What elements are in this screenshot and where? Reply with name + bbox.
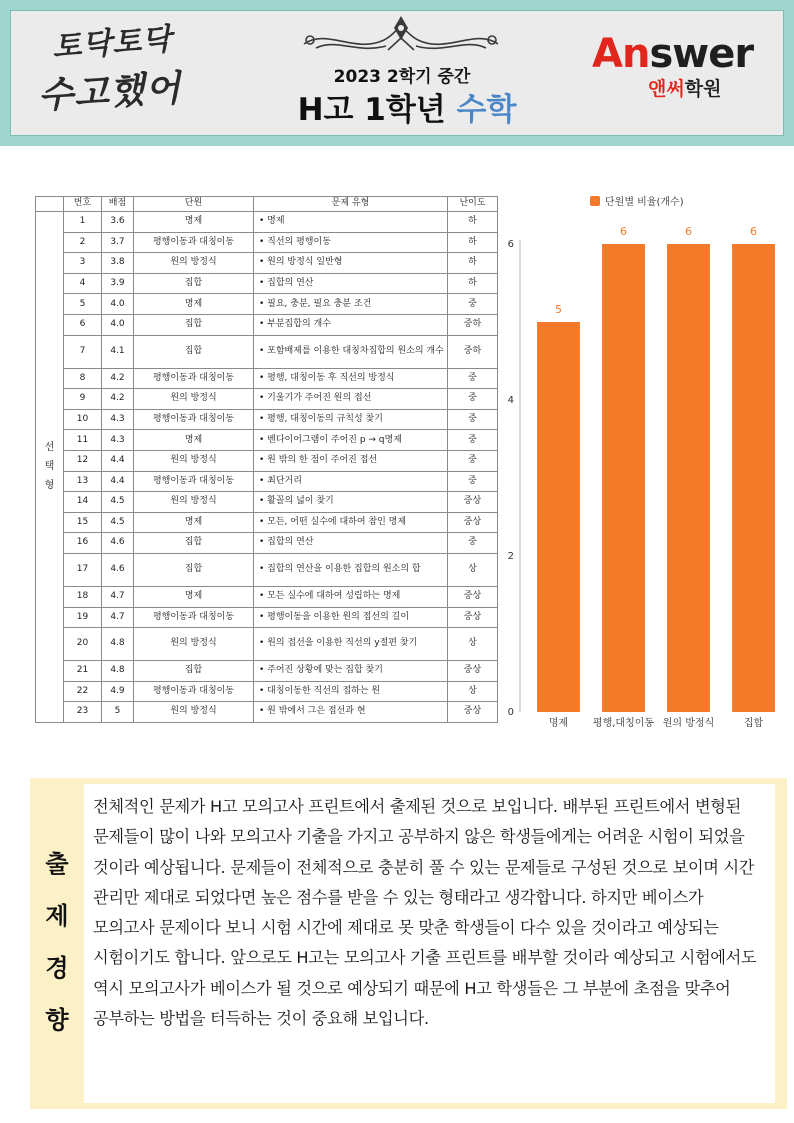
unit-cell: 집합: [134, 335, 254, 368]
answer-logo-black: swer: [649, 31, 754, 77]
exam-trend-label-char: 출: [45, 850, 69, 878]
score-cell: 4.4: [102, 471, 134, 492]
unit-cell: 평행이동과 대칭이동: [134, 368, 254, 389]
unit-cell: 평행이동과 대칭이동: [134, 232, 254, 253]
table-row: [36, 471, 498, 492]
x-tick-label: 원의 방정식: [662, 718, 715, 729]
score-cell: 4.3: [102, 430, 134, 451]
exam-trend-text-box: [84, 784, 775, 1103]
difficulty-cell: 하: [448, 232, 498, 253]
academy-logo: [648, 80, 721, 99]
difficulty-cell: 상: [448, 553, 498, 586]
table-row: [36, 702, 498, 723]
unit-cell: 명제: [134, 512, 254, 533]
question-type-cell: • 모든, 어떤 실수에 대하여 참인 명제: [254, 512, 448, 533]
exam-trend-label-char: 경: [45, 954, 69, 982]
difficulty-cell: 중상: [448, 492, 498, 513]
question-type-cell: • 평행, 대칭이동 후 직선의 방정식: [254, 368, 448, 389]
difficulty-cell: 중: [448, 389, 498, 410]
difficulty-cell: 중: [448, 533, 498, 554]
exam-title: [262, 84, 552, 129]
table-row: [36, 586, 498, 607]
difficulty-cell: 중: [448, 471, 498, 492]
difficulty-cell: 하: [448, 253, 498, 274]
difficulty-cell: 중상: [448, 586, 498, 607]
table-row: [36, 450, 498, 471]
question-type-cell: • 모든 실수에 대하여 성립하는 명제: [254, 586, 448, 607]
difficulty-cell: 중: [448, 368, 498, 389]
bar: [732, 244, 775, 712]
bar-value-label: 6: [750, 225, 757, 238]
unit-cell: 집합: [134, 661, 254, 682]
score-cell: 4.2: [102, 389, 134, 410]
unit-cell: 원의 방정식: [134, 702, 254, 723]
question-number-cell: 10: [64, 409, 102, 430]
difficulty-cell: 중상: [448, 702, 498, 723]
question-number-cell: 21: [64, 661, 102, 682]
unit-cell: 집합: [134, 273, 254, 294]
unit-cell: 원의 방정식: [134, 450, 254, 471]
table-row: [36, 628, 498, 661]
question-type-cell: • 명제: [254, 212, 448, 233]
unit-cell: 평행이동과 대칭이동: [134, 681, 254, 702]
score-cell: 4.4: [102, 450, 134, 471]
table-row: [36, 368, 498, 389]
exam-subtitle: 2023 2학기 중간: [333, 67, 471, 87]
exam-trend-text: 전체적인 문제가 H고 모의고사 프린트에서 출제된 것으로 보입니다. 배부된 프린트에서 변형된 문제들이 많이 나와 모의고사 기출을 가지고 공부하지 않은 학생들에게는 어려운 시험이 되었을 것이라 예상됩니다. 문제들이 전체적으로 충분히 풀 수 있는 문제들로 구성된 것으로 보이며 시간 관리만 제대로 되었다면 높은 점수를 받을 수 있는 형태라고 생각합니다. 하지만 베이스가 모의고사 문제이다 보니 시험 시간에 제대로 못 맞춘 학생들이 다수 있을 것이라고 예상되는 시험이기도 합니다. 앞으로도 H고는 모의고사 기출 프린트를 배부할 것이라 예상되고 시험에서도 역시 모의고사가 베이스가 될 것으로 예상되기 때문에 H고 학생들은 그 부분에 초점을 맞추어 공부하는 방법을 터득하는 것이 중요해 보입니다.: [93, 797, 757, 1029]
x-tick-label: 집합: [743, 718, 764, 729]
unit-cell: 명제: [134, 212, 254, 233]
difficulty-cell: 중: [448, 409, 498, 430]
table-row: [36, 253, 498, 274]
score-cell: 3.6: [102, 212, 134, 233]
question-number-cell: 11: [64, 430, 102, 451]
difficulty-cell: 중: [448, 450, 498, 471]
table-header-cell: 난이도: [448, 197, 498, 212]
score-cell: 4.3: [102, 409, 134, 430]
score-cell: 4.0: [102, 314, 134, 335]
legend-swatch: [590, 196, 600, 206]
question-type-cell: • 주어진 상황에 맞는 집합 찾기: [254, 661, 448, 682]
unit-cell: 명제: [134, 294, 254, 315]
difficulty-cell: 중: [448, 294, 498, 315]
question-type-cell: • 집합의 연산: [254, 273, 448, 294]
question-table: [35, 196, 498, 723]
unit-ratio-bar-chart: [500, 188, 790, 748]
table-row: [36, 430, 498, 451]
difficulty-cell: 상: [448, 681, 498, 702]
table-header-row: [36, 197, 498, 212]
score-cell: 4.5: [102, 492, 134, 513]
score-cell: 4.7: [102, 586, 134, 607]
score-cell: 4.2: [102, 368, 134, 389]
table-row: [36, 232, 498, 253]
table-row: [36, 661, 498, 682]
unit-cell: 집합: [134, 314, 254, 335]
question-type-cell: • 최단거리: [254, 471, 448, 492]
question-number-cell: 6: [64, 314, 102, 335]
question-type-cell: • 평행, 대칭이동의 규칙성 찾기: [254, 409, 448, 430]
y-tick-label: 0: [507, 707, 514, 718]
handwritten-cheer-line2: 수고했어: [37, 67, 183, 117]
table-row: [36, 512, 498, 533]
table-row: [36, 389, 498, 410]
question-type-cell: • 활꼴의 넓이 찾기: [254, 492, 448, 513]
x-tick-label: 명제: [548, 718, 569, 729]
exam-trend-section: [30, 778, 787, 1109]
legend-label: 단원별 비율(개수): [605, 197, 684, 208]
difficulty-cell: 중상: [448, 607, 498, 628]
score-cell: 5: [102, 702, 134, 723]
question-number-cell: 7: [64, 335, 102, 368]
table-row: [36, 409, 498, 430]
question-type-cell: • 원 밖에서 그은 접선과 현: [254, 702, 448, 723]
question-number-cell: 14: [64, 492, 102, 513]
bar: [602, 244, 645, 712]
score-cell: 3.8: [102, 253, 134, 274]
unit-cell: 원의 방정식: [134, 628, 254, 661]
question-number-cell: 9: [64, 389, 102, 410]
question-number-cell: 12: [64, 450, 102, 471]
question-type-cell: • 포함배제를 이용한 대칭차집합의 원소의 개수: [254, 335, 448, 368]
score-cell: 4.5: [102, 512, 134, 533]
category-cell: 선 택 형: [36, 212, 64, 723]
table-header-cell: 단원: [134, 197, 254, 212]
academy-logo-black: 학원: [684, 78, 722, 100]
exam-title-main: H고 1학년: [297, 92, 457, 128]
table-row: [36, 492, 498, 513]
x-tick-label: 평행,대칭이동: [592, 718, 655, 729]
unit-cell: 원의 방정식: [134, 253, 254, 274]
table-row: [36, 607, 498, 628]
ornament-icon: [296, 14, 506, 58]
difficulty-cell: 상: [448, 628, 498, 661]
question-number-cell: 16: [64, 533, 102, 554]
table-row: [36, 681, 498, 702]
unit-cell: 평행이동과 대칭이동: [134, 409, 254, 430]
question-type-cell: • 필요, 충분, 필요 충분 조건: [254, 294, 448, 315]
question-number-cell: 1: [64, 212, 102, 233]
question-number-cell: 4: [64, 273, 102, 294]
unit-cell: 원의 방정식: [134, 389, 254, 410]
question-type-cell: • 원 밖의 한 점이 주어진 접선: [254, 450, 448, 471]
difficulty-cell: 중상: [448, 661, 498, 682]
exam-trend-label: [30, 838, 84, 1046]
table-header-cell: 번호: [64, 197, 102, 212]
y-tick-label: 4: [507, 395, 514, 406]
bar-value-label: 5: [555, 303, 562, 316]
table-header-category: [36, 197, 64, 212]
difficulty-cell: 중하: [448, 314, 498, 335]
table-row: [36, 294, 498, 315]
score-cell: 3.7: [102, 232, 134, 253]
question-table-wrap: [35, 196, 497, 723]
academy-logo-red: 앤써: [648, 78, 685, 100]
difficulty-cell: 하: [448, 212, 498, 233]
bar: [667, 244, 710, 712]
question-type-cell: • 직선의 평행이동: [254, 232, 448, 253]
score-cell: 4.6: [102, 553, 134, 586]
table-row: [36, 533, 498, 554]
unit-cell: 명제: [134, 586, 254, 607]
table-header-cell: 문제 유형: [254, 197, 448, 212]
question-type-cell: • 집합의 연산을 이용한 집합의 원소의 합: [254, 553, 448, 586]
question-type-cell: • 기울기가 주어진 원의 접선: [254, 389, 448, 410]
score-cell: 4.7: [102, 607, 134, 628]
exam-trend-label-char: 향: [45, 1006, 69, 1034]
question-type-cell: • 부분집합의 개수: [254, 314, 448, 335]
question-type-cell: • 평행이동을 이용한 원의 접선의 길이: [254, 607, 448, 628]
unit-cell: 집합: [134, 533, 254, 554]
y-tick-label: 2: [507, 551, 514, 562]
table-header-cell: 배점: [102, 197, 134, 212]
question-type-cell: • 원의 방정식 일반형: [254, 253, 448, 274]
question-type-cell: • 벤다이어그램이 주어진 p → q명제: [254, 430, 448, 451]
score-cell: 4.8: [102, 661, 134, 682]
table-row: [36, 553, 498, 586]
table-row: [36, 212, 498, 233]
question-number-cell: 23: [64, 702, 102, 723]
question-number-cell: 20: [64, 628, 102, 661]
question-number-cell: 15: [64, 512, 102, 533]
question-type-cell: • 원의 접선을 이용한 직선의 y절편 찾기: [254, 628, 448, 661]
exam-trend-label-char: 제: [45, 902, 69, 930]
score-cell: 4.1: [102, 335, 134, 368]
unit-cell: 평행이동과 대칭이동: [134, 607, 254, 628]
question-number-cell: 5: [64, 294, 102, 315]
table-row: [36, 314, 498, 335]
table-row: [36, 273, 498, 294]
difficulty-cell: 하: [448, 273, 498, 294]
difficulty-cell: 중하: [448, 335, 498, 368]
unit-cell: 명제: [134, 430, 254, 451]
unit-cell: 집합: [134, 553, 254, 586]
question-type-cell: • 대칭이동한 직선의 접하는 원: [254, 681, 448, 702]
table-body: [36, 212, 498, 723]
question-number-cell: 22: [64, 681, 102, 702]
unit-cell: 평행이동과 대칭이동: [134, 471, 254, 492]
score-cell: 3.9: [102, 273, 134, 294]
answer-logo-red: An: [592, 31, 650, 77]
score-cell: 4.8: [102, 628, 134, 661]
score-cell: 4.6: [102, 533, 134, 554]
question-number-cell: 13: [64, 471, 102, 492]
unit-cell: 원의 방정식: [134, 492, 254, 513]
difficulty-cell: 중상: [448, 512, 498, 533]
score-cell: 4.9: [102, 681, 134, 702]
difficulty-cell: 중: [448, 430, 498, 451]
bar-value-label: 6: [620, 225, 627, 238]
table-row: [36, 335, 498, 368]
question-number-cell: 8: [64, 368, 102, 389]
answer-logo: [592, 31, 754, 77]
question-number-cell: 19: [64, 607, 102, 628]
question-number-cell: 3: [64, 253, 102, 274]
question-number-cell: 17: [64, 553, 102, 586]
question-number-cell: 2: [64, 232, 102, 253]
handwritten-cheer-line1: 토닥토닥: [51, 21, 174, 66]
score-cell: 4.0: [102, 294, 134, 315]
y-tick-label: 6: [507, 239, 514, 250]
question-type-cell: • 집합의 연산: [254, 533, 448, 554]
bar-value-label: 6: [685, 225, 692, 238]
bar: [537, 322, 580, 712]
question-number-cell: 18: [64, 586, 102, 607]
exam-title-subject: 수학: [456, 92, 517, 128]
